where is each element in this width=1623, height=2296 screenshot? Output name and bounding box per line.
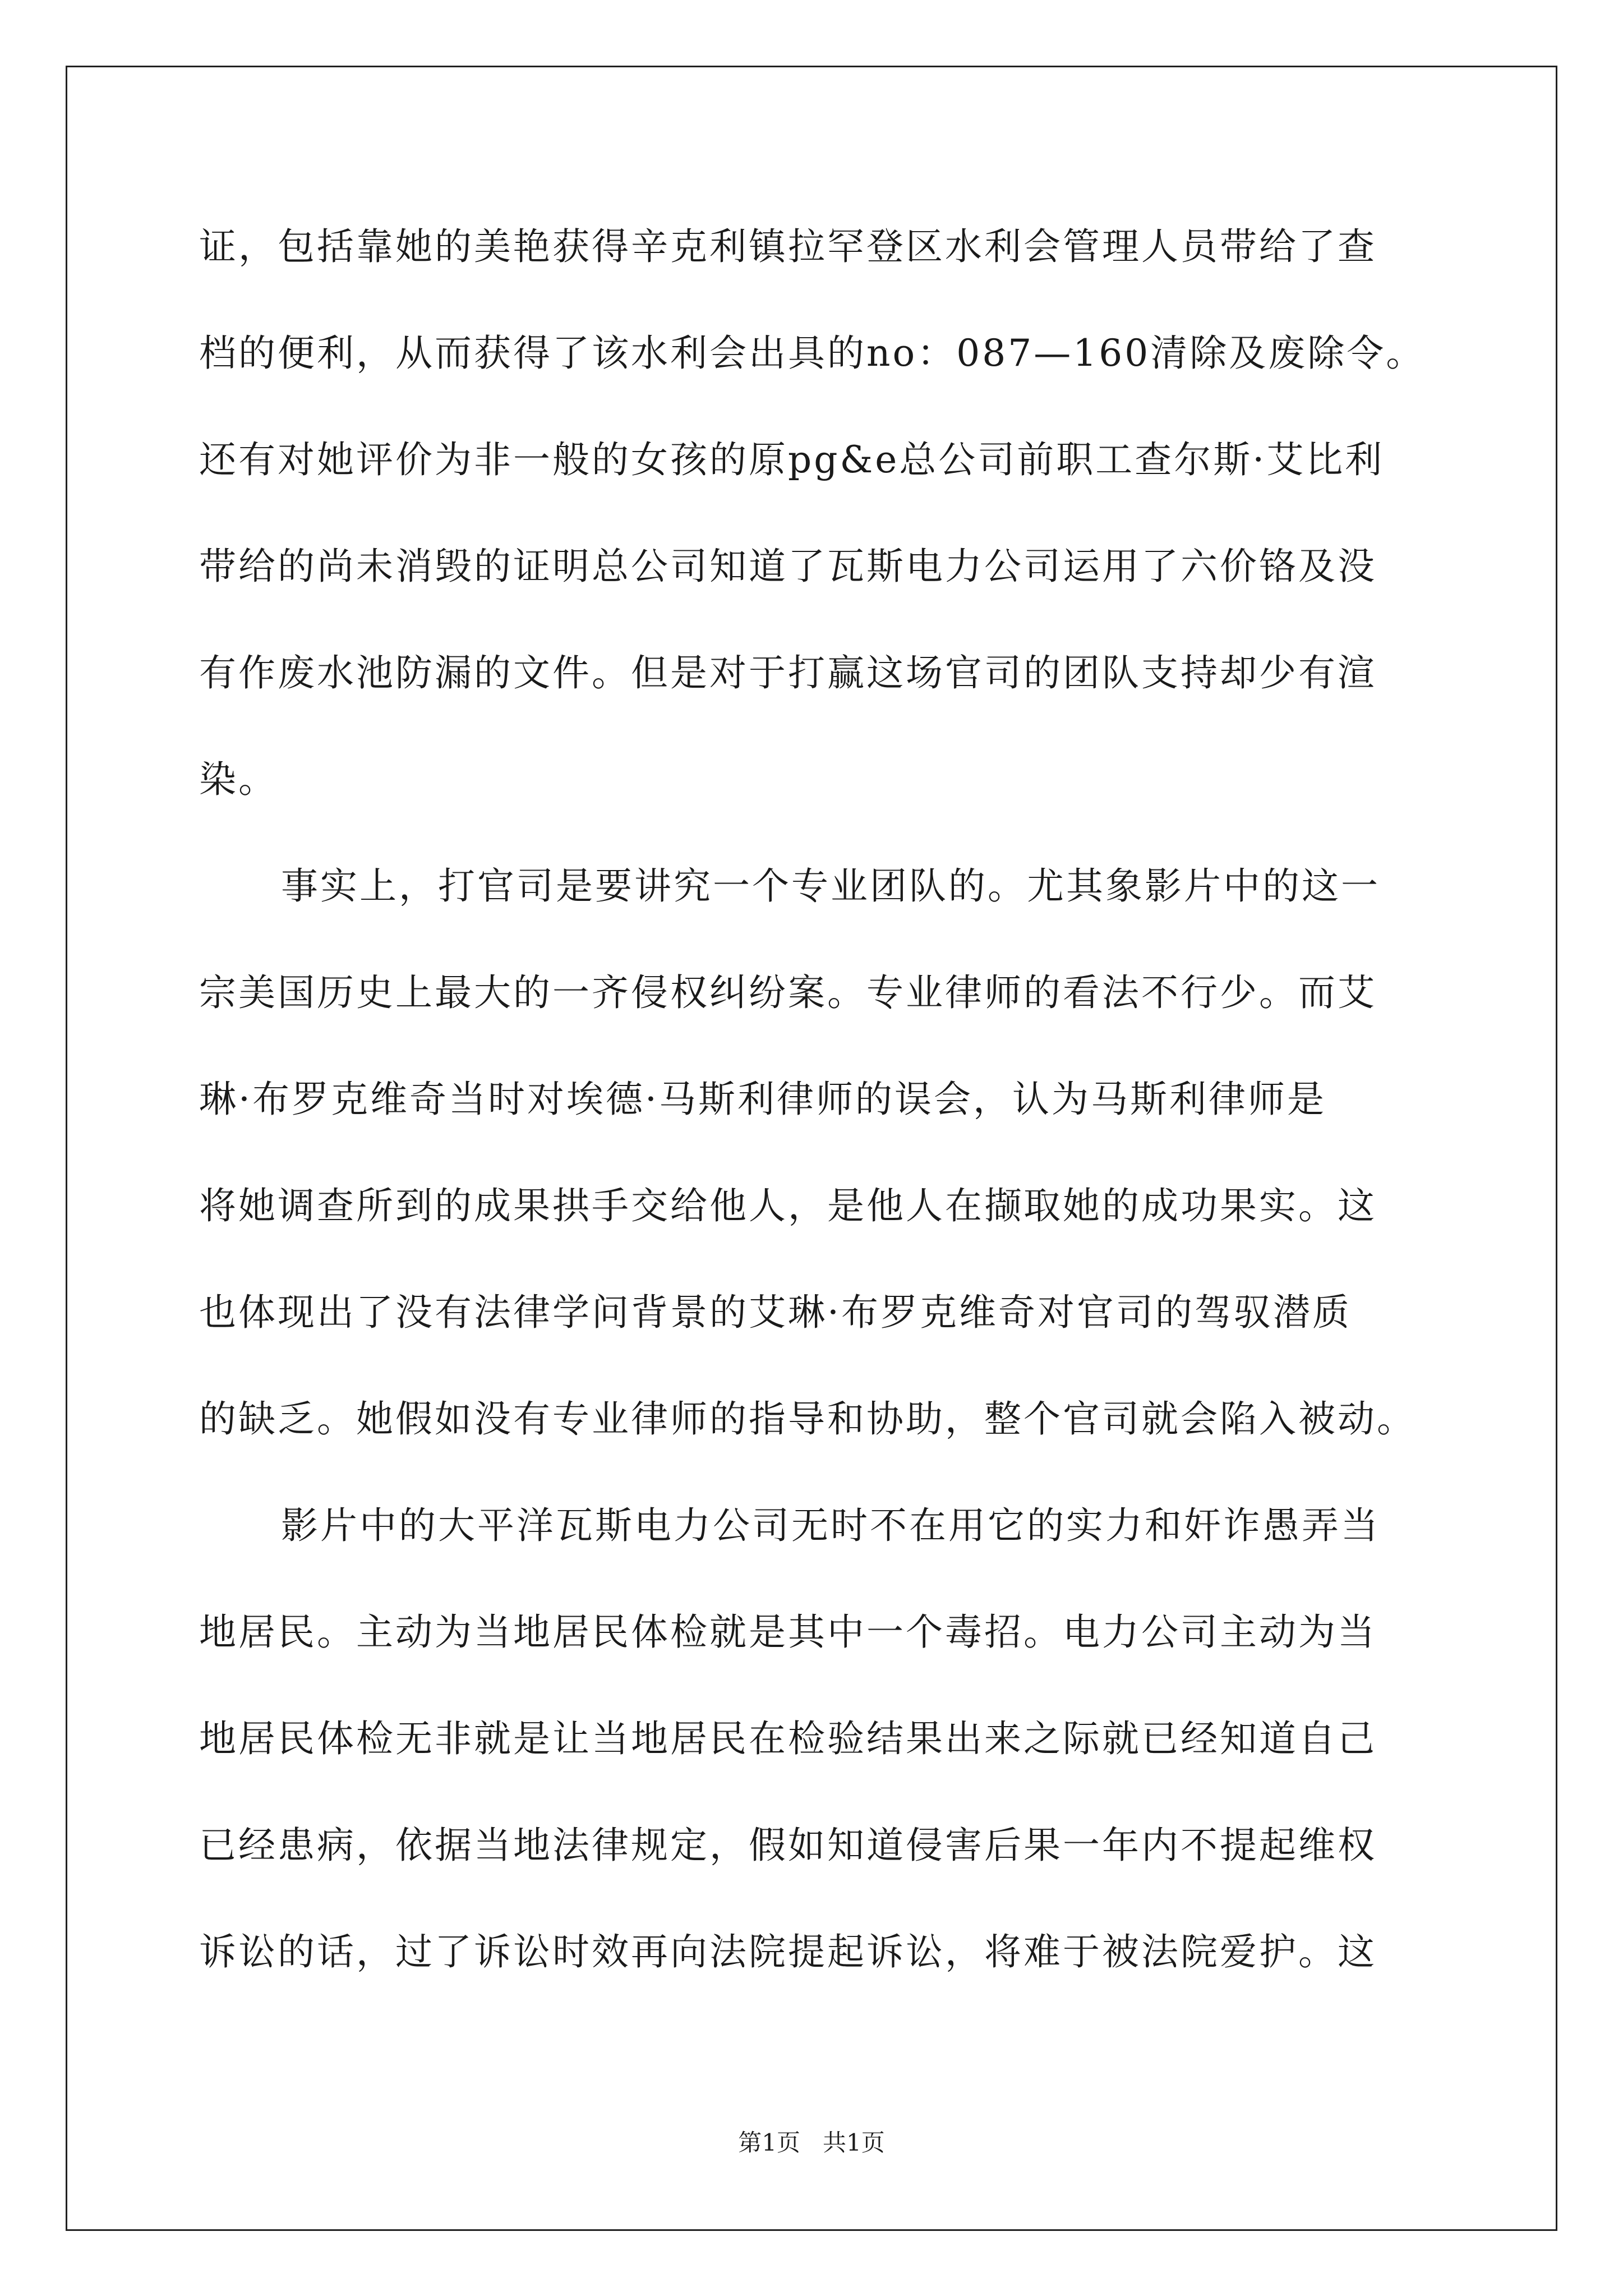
text-line: 有作废水池防漏的文件。但是对于打赢这场官司的团队支持却少有渲 — [199, 651, 1377, 694]
paragraph-start-line: 事实上，打官司是要讲究一个专业团队的。尤其象影片中的这一 — [281, 864, 1380, 908]
page-total: 共1页 — [823, 2129, 885, 2156]
text-line: 证，包括靠她的美艳获得辛克利镇拉罕登区水利会管理人员带给了查 — [199, 225, 1377, 268]
text-line: 将她调查所到的成果拱手交给他人，是他人在撷取她的成功果实。这 — [199, 1184, 1377, 1227]
page-number: 第1页 — [738, 2129, 800, 2156]
text-line: 档的便利，从而获得了该水利会出具的no：087—160清除及废除令。 — [199, 332, 1426, 375]
text-line: 染。 — [199, 758, 278, 801]
text-line: 还有对她评价为非一般的女孩的原pg&e总公司前职工查尔斯·艾比利 — [199, 438, 1385, 481]
paragraph-start-line: 影片中的大平洋瓦斯电力公司无时不在用它的实力和奸诈愚弄当 — [281, 1504, 1380, 1547]
text-line: 的缺乏。她假如没有专业律师的指导和协助，整个官司就会陷入被动。 — [199, 1397, 1416, 1441]
document-body — [199, 213, 1433, 2025]
text-line: 地居民。主动为当地居民体检就是其中一个毒招。电力公司主动为当 — [199, 1611, 1377, 1654]
text-line: 带给的尚未消毁的证明总公司知道了瓦斯电力公司运用了六价铬及没 — [199, 545, 1377, 588]
text-line: 已经患病，依据当地法律规定，假如知道侵害后果一年内不提起维权 — [199, 1824, 1377, 1867]
text-line: 宗美国历史上最大的一齐侵权纠纷案。专业律师的看法不行少。而艾 — [199, 971, 1377, 1014]
text-line: 也体现出了没有法律学问背景的艾琳·布罗克维奇对官司的驾驭潜质 — [199, 1291, 1352, 1334]
text-line: 诉讼的话，过了诉讼时效再向法院提起诉讼，将难于被法院爱护。这 — [199, 1930, 1377, 1973]
text-line: 地居民体检无非就是让当地居民在检验结果出来之际就已经知道自己 — [199, 1717, 1377, 1760]
text-line: 琳·布罗克维奇当时对埃德·马斯利律师的误会，认为马斯利律师是 — [199, 1078, 1326, 1121]
page-footer — [0, 2126, 1623, 2160]
